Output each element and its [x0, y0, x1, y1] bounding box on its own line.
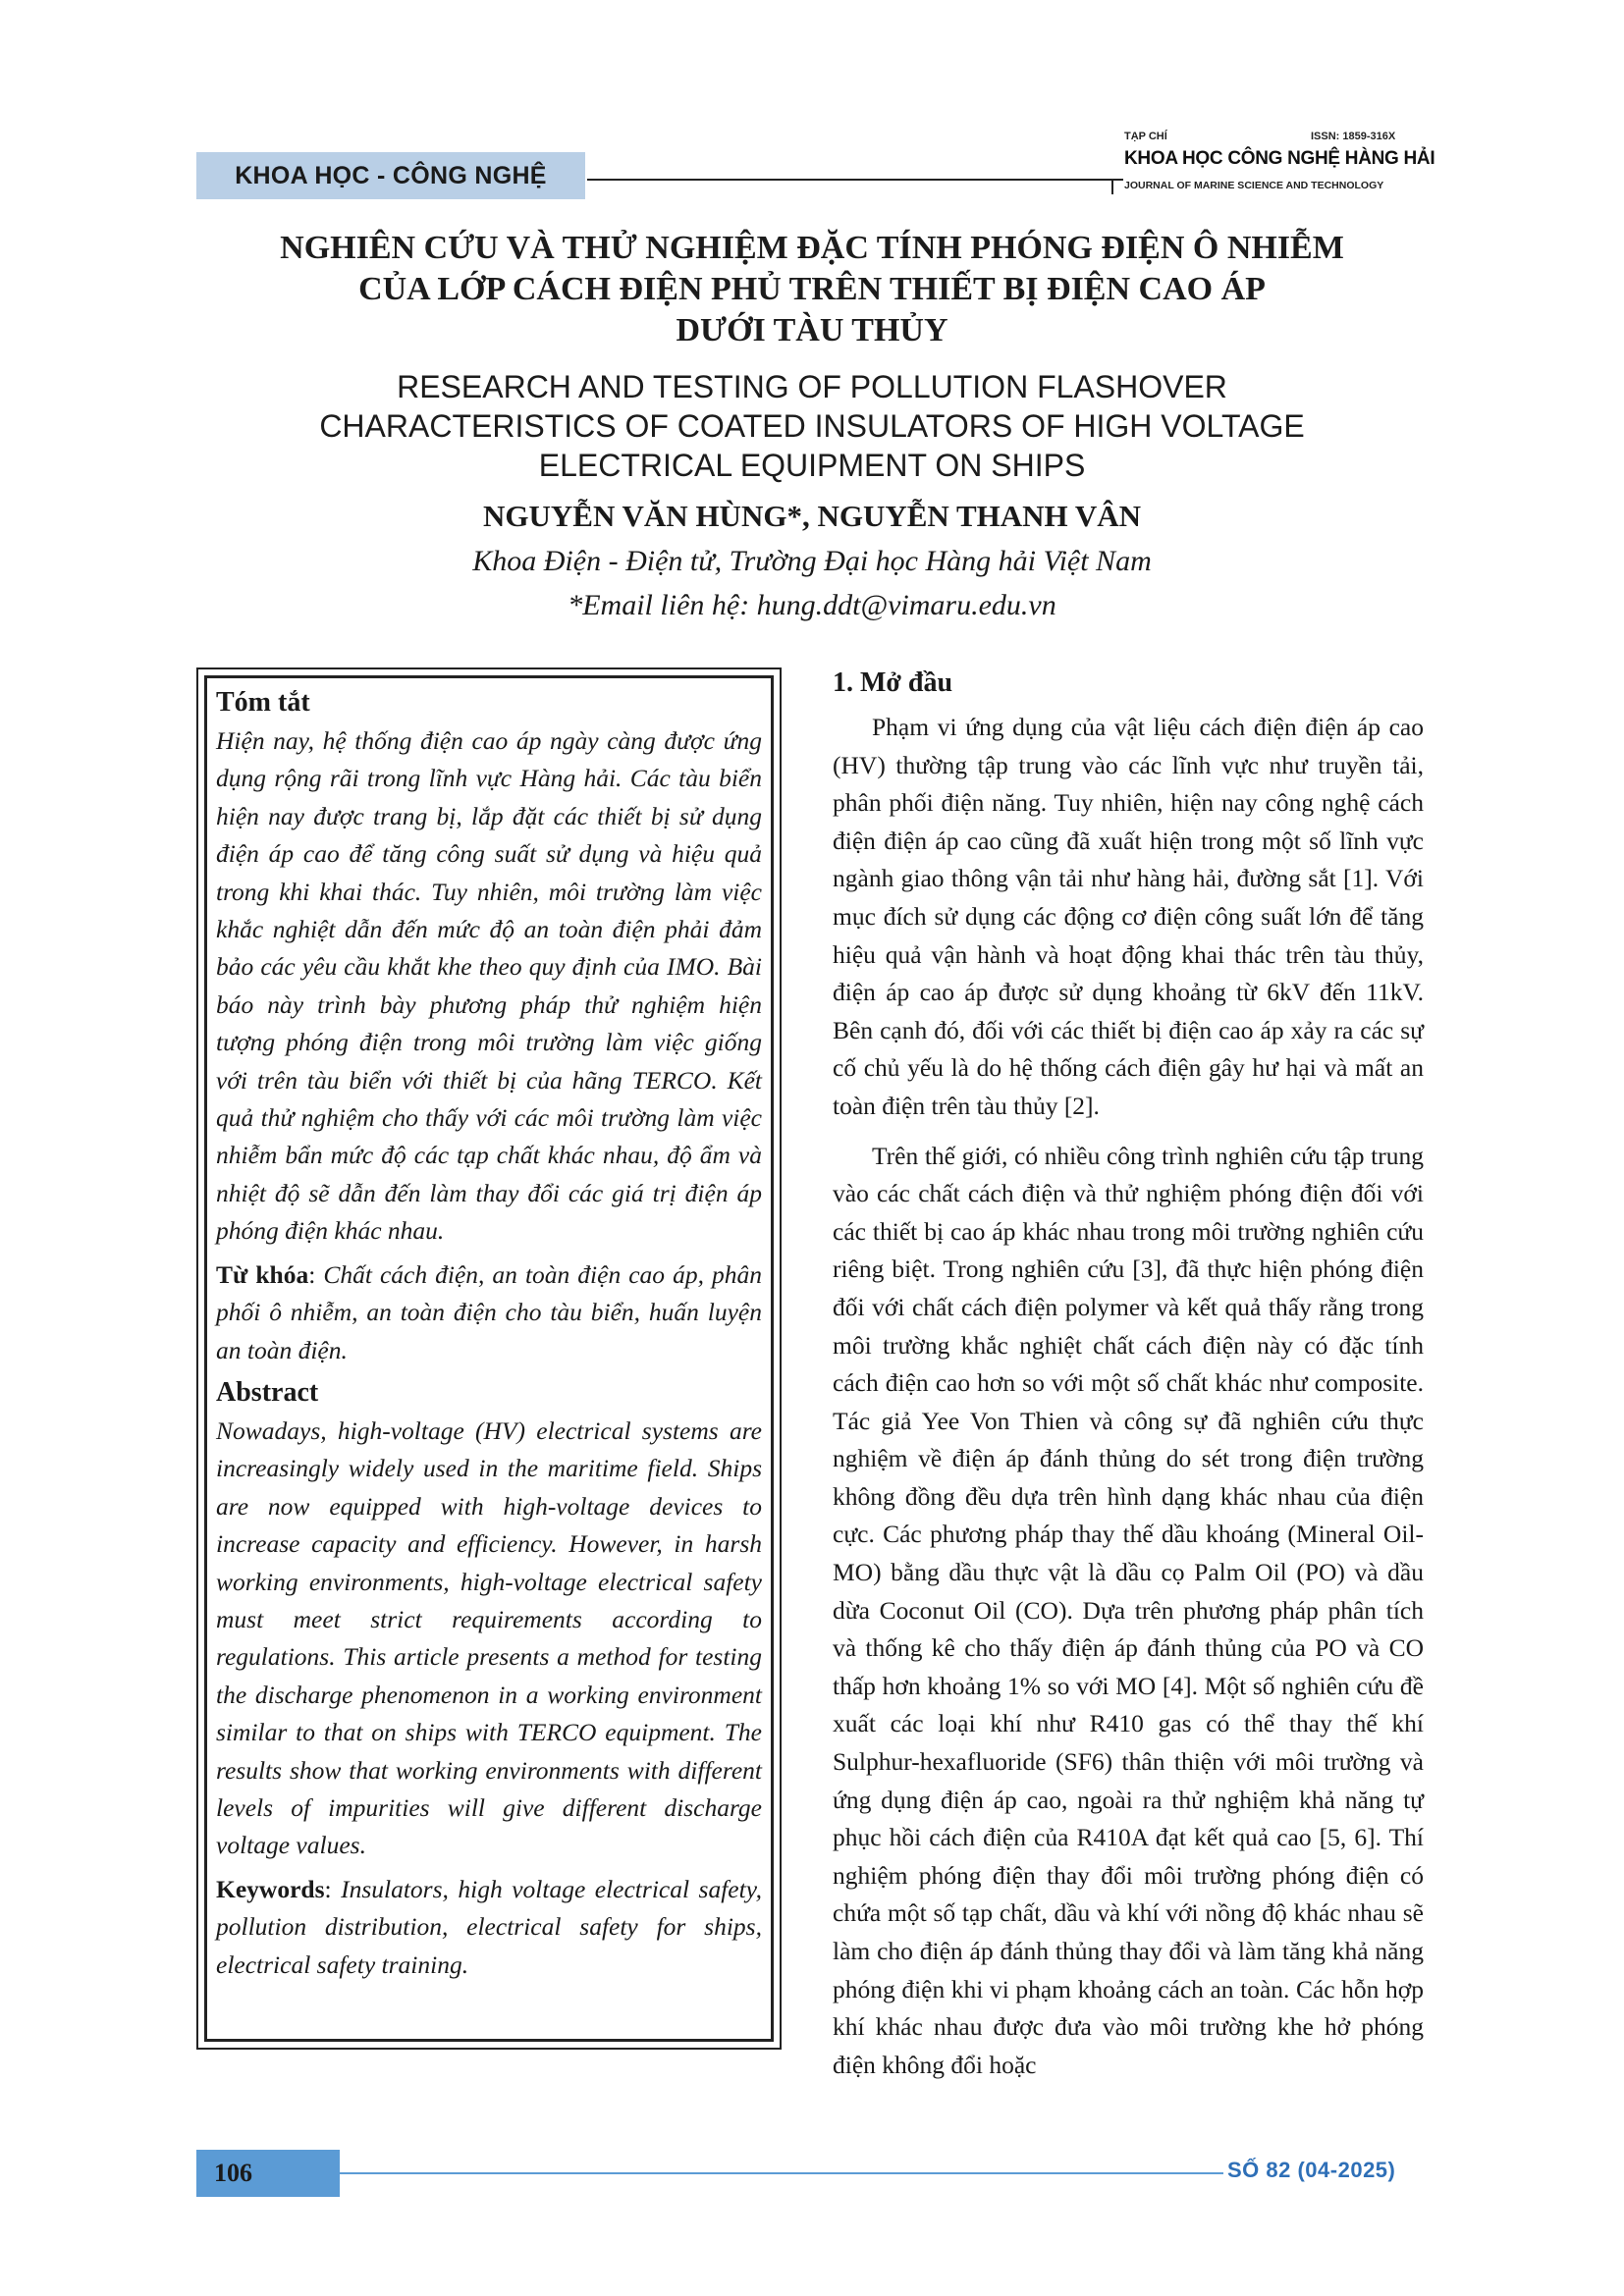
tomtat-text: Hiện nay, hệ thống điện cao áp ngày càng được ứng dụng rộng rãi trong lĩnh vực Hàng hải. Các tàu biển hiện nay được trang bị, lắp đặt các thiết bị sử dụng điện áp cao để tăng công suất sử dụng và hiệu quả trong khi khai thác. Tuy nhiên, môi trường làm việc khắc nghiệt dẫn đến mức độ an toàn điện phải đảm bảo các yêu cầu khắt khe theo quy định của IMO. Bài báo này trình bày phương pháp thử nghiệm hiện tượng phóng điện trong môi trường làm việc giống với trên tàu biển với thiết bị của hãng TERCO. Kết quả thử nghiệm cho thấy với các môi trường làm việc nhiễm bẩn mức độ các tạp chất khác nhau, độ ẩm và nhiệt độ sẽ dẫn đến làm thay đổi các giá trị điện áp phóng điện khác nhau. — [216, 726, 762, 1246]
keywords-label: Keywords — [216, 1874, 325, 1903]
header-rule-hook — [1111, 179, 1113, 194]
authors: NGUYỄN VĂN HÙNG*, NGUYỄN THANH VÂN — [483, 499, 1141, 533]
section-tag: KHOA HỌC - CÔNG NGHỆ — [196, 152, 585, 199]
intro-column — [833, 664, 1424, 2084]
title-en-line: ELECTRICAL EQUIPMENT ON SHIPS — [538, 448, 1086, 483]
title-en-line: RESEARCH AND TESTING OF POLLUTION FLASHOVER — [397, 369, 1227, 404]
contact-email: *Email liên hệ: hung.ddt@vimaru.edu.vn — [568, 589, 1056, 621]
title-english — [147, 367, 1477, 485]
issue-label: SỐ 82 (04-2025) — [1227, 2158, 1396, 2182]
tomtat-heading: Tóm tắt — [216, 687, 310, 718]
tukhoa-paragraph: Từ khóa: Chất cách điện, an toàn điện cao áp, phân phối ô nhiễm, an toàn điện cho tàu biển, huấn luyện an toàn điện. — [216, 1259, 762, 1364]
abstract-box — [216, 683, 762, 1984]
keywords-text: Insulators, high voltage electrical safety, pollution distribution, electrical safety for ships, electrical safety training. — [216, 1874, 762, 1979]
footer-rule — [340, 2172, 1223, 2174]
journal-name-en: JOURNAL OF MARINE SCIENCE AND TECHNOLOGY — [1124, 180, 1384, 191]
title-vietnamese — [147, 228, 1477, 351]
journal-label: TẠP CHÍ — [1124, 131, 1167, 142]
title-vi-line: CỦA LỚP CÁCH ĐIỆN PHỦ TRÊN THIẾT BỊ ĐIỆN CAO ÁP — [358, 271, 1266, 307]
title-vi-line: NGHIÊN CỨU VÀ THỬ NGHIỆM ĐẶC TÍNH PHÓNG ĐIỆN Ô NHIỄM — [280, 230, 1344, 266]
intro-paragraph-2: Trên thế giới, có nhiều công trình nghiên cứu tập trung vào các chất cách điện và thử nghiệm phóng điện đối với các thiết bị cao áp khác nhau trong môi trường nghiên cứu riêng biệt. Trong nghiên cứu [3], đã thực hiện phóng điện đối với chất cách điện polymer và kết quả thấy rằng trong môi trường khắc nghiệt chất cách điện này có đặc tính cách điện cao hơn so với một số chất khác như composite. Tác giả Yee Von Thien và công sự đã nghiên cứu thực nghiệm về điện áp đánh thủng do sét trong điện trường không đồng đều dựa trên hình dạng khác nhau của điện cực. Các phương pháp thay thế dầu khoáng (Mineral Oil-MO) bằng dầu thực vật là dầu cọ Palm Oil (PO) và dầu dừa Coconut Oil (CO). Dựa trên phương pháp phân tích và thống kê cho thấy điện áp đánh thủng của PO và CO thấp hơn khoảng 1% so với MO [4]. Một số nghiên cứu đề xuất các loại khí như R410 gas có thể thay thế khí Sulphur-hexafluoride (SF6) thân thiện với môi trường và ứng dụng điện áp cao, ngoài ra thử nghiệm khả năng tự phục hồi cách điện của R410A đạt kết quả cao [5, 6]. Thí nghiệm phóng điện thay đổi môi trường phóng điện có chứa một số tạp chất, dầu và khí với nồng độ khác nhau sẽ làm cho điện áp đánh thủng thay đổi và làm tăng khả năng phóng điện khi vi phạm khoảng cách an toàn. Các hỗn hợp khí khác nhau được đưa vào môi trường khe hở phóng điện không đổi hoặc — [833, 1141, 1424, 2079]
abstract-heading: Abstract — [216, 1376, 319, 1408]
abstract-text: Nowadays, high-voltage (HV) electrical systems are increasingly widely used in the maritime field. Ships are now equipped with high-voltage devices to increase capacity and efficiency. However, in harsh working environments, high-voltage electrical safety must meet strict requirements according to regulations. This article presents a method for testing the discharge phenomenon in a working environment similar to that on ships with TERCO equipment. The results show that working environments with different levels of impurities will give different discharge voltage values. — [216, 1415, 762, 1860]
affiliation: Khoa Điện - Điện tử, Trường Đại học Hàng hải Việt Nam — [472, 545, 1152, 577]
journal-name: KHOA HỌC CÔNG NGHỆ HÀNG HẢI — [1124, 148, 1435, 169]
tukhoa-label: Từ khóa — [216, 1259, 309, 1289]
keywords-paragraph: Keywords: Insulators, high voltage electrical safety, pollution distribution, electrical safety for ships, electrical safety training. — [216, 1874, 762, 1979]
intro-heading: 1. Mở đầu — [833, 667, 953, 698]
tukhoa-text: Chất cách điện, an toàn điện cao áp, phân phối ô nhiễm, an toàn điện cho tàu biển, huấn luyện an toàn điện. — [216, 1259, 762, 1364]
title-vi-line: DƯỚI TÀU THỦY — [676, 312, 948, 348]
intro-paragraph-1: Phạm vi ứng dụng của vật liệu cách điện điện áp cao (HV) thường tập trung vào các lĩnh vực như truyền tải, phân phối điện năng. Tuy nhiên, hiện nay công nghệ cách điện điện áp cao cũng đã xuất hiện trong một số lĩnh vực ngành giao thông vận tải như hàng hải, đường sắt [1]. Với mục đích sử dụng các động cơ điện công suất lớn để tăng hiệu quả vận hành và hoạt động khai thác trên tàu thủy, điện áp cao áp được sử dụng khoảng từ 6kV đến 11kV. Bên cạnh đó, đối với các thiết bị điện cao áp xảy ra các sự cố chủ yếu là do hệ thống cách điện gây hư hại và mất an toàn điện trên tàu thủy [2]. — [833, 713, 1424, 1120]
title-en-line: CHARACTERISTICS OF COATED INSULATORS OF HIGH VOLTAGE — [319, 408, 1305, 444]
journal-issn: ISSN: 1859-316X — [1311, 131, 1396, 142]
header-rule — [587, 179, 1123, 181]
page-number: 106 — [196, 2150, 340, 2197]
